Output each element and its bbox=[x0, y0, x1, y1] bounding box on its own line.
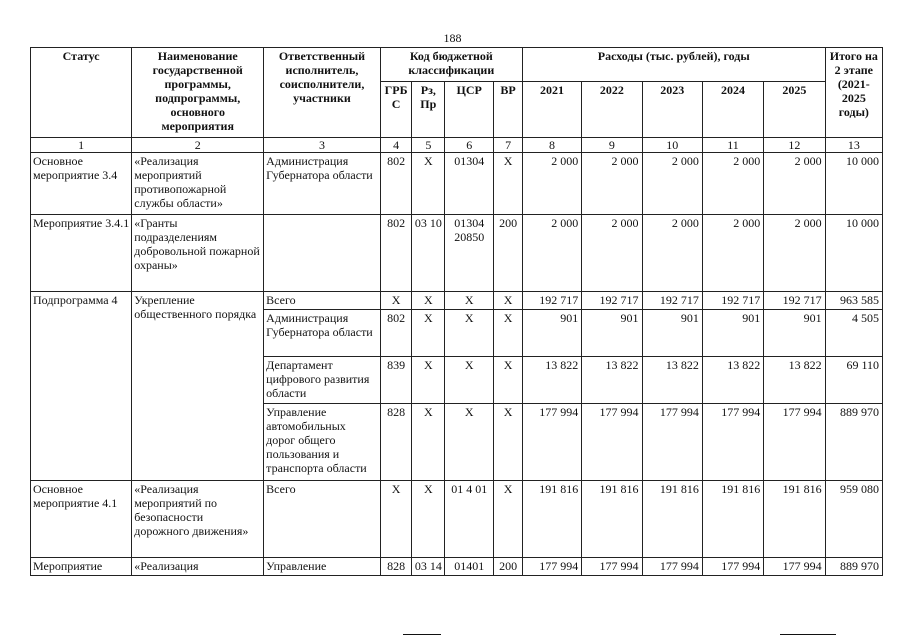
cell-executor: Управление автомобильных дорог общего пользования и транспорта области bbox=[264, 404, 381, 481]
cell-2023: 191 816 bbox=[642, 481, 702, 558]
cell-2024: 191 816 bbox=[702, 481, 763, 558]
cell-2022: 2 000 bbox=[582, 153, 642, 215]
cell-2025: 177 994 bbox=[764, 558, 825, 576]
cell-total: 4 505 bbox=[825, 310, 882, 357]
cell-2023: 901 bbox=[642, 310, 702, 357]
column-number: 10 bbox=[642, 138, 702, 153]
column-number: 6 bbox=[445, 138, 494, 153]
cell-rzpr: Х bbox=[412, 404, 445, 481]
cell-grbs: 802 bbox=[380, 310, 412, 357]
cell-2023: 192 717 bbox=[642, 292, 702, 310]
cell-total: 10 000 bbox=[825, 215, 882, 292]
cell-2024: 901 bbox=[702, 310, 763, 357]
cell-rzpr: 03 10 bbox=[412, 215, 445, 292]
cell-2022: 901 bbox=[582, 310, 642, 357]
table-row bbox=[31, 153, 883, 215]
budget-table bbox=[30, 47, 883, 576]
cell-total: 10 000 bbox=[825, 153, 882, 215]
cell-executor bbox=[264, 215, 381, 292]
cell-vr: Х bbox=[494, 310, 523, 357]
cell-vr: 200 bbox=[494, 215, 523, 292]
cell-name: Укрепление общественного порядка bbox=[132, 292, 264, 481]
cell-vr: Х bbox=[494, 404, 523, 481]
cell-2021: 192 717 bbox=[522, 292, 581, 310]
cell-2025: 192 717 bbox=[764, 292, 825, 310]
cell-vr: Х bbox=[494, 153, 523, 215]
cell-2022: 13 822 bbox=[582, 357, 642, 404]
cell-name: «Реализация мероприятий противопожарной службы области» bbox=[132, 153, 264, 215]
cell-total: 889 970 bbox=[825, 404, 882, 481]
column-number: 9 bbox=[582, 138, 642, 153]
header-year-2024: 2024 bbox=[702, 82, 763, 138]
cell-2022: 191 816 bbox=[582, 481, 642, 558]
cell-2021: 177 994 bbox=[522, 404, 581, 481]
cell-grbs: Х bbox=[380, 481, 412, 558]
cell-2021: 177 994 bbox=[522, 558, 581, 576]
cell-vr: 200 bbox=[494, 558, 523, 576]
cell-2024: 177 994 bbox=[702, 404, 763, 481]
table-row bbox=[31, 215, 883, 292]
cell-rzpr: Х bbox=[412, 292, 445, 310]
cell-grbs: Х bbox=[380, 292, 412, 310]
cell-executor: Управление bbox=[264, 558, 381, 576]
cell-2022: 177 994 bbox=[582, 558, 642, 576]
cell-total: 963 585 bbox=[825, 292, 882, 310]
cell-csr: 01304 bbox=[445, 153, 494, 215]
cell-rzpr: Х bbox=[412, 153, 445, 215]
column-number: 1 bbox=[31, 138, 132, 153]
cell-csr: Х bbox=[445, 292, 494, 310]
header-executor: Ответственный исполнитель, соисполнители, участники bbox=[264, 48, 381, 138]
cell-vr: Х bbox=[494, 481, 523, 558]
header-year-2022: 2022 bbox=[582, 82, 642, 138]
cell-2023: 2 000 bbox=[642, 153, 702, 215]
cell-2022: 177 994 bbox=[582, 404, 642, 481]
header-grbs: ГРБ С bbox=[380, 82, 412, 138]
cell-executor: Администрация Губернатора области bbox=[264, 310, 381, 357]
cell-2021: 2 000 bbox=[522, 215, 581, 292]
column-number: 3 bbox=[264, 138, 381, 153]
cell-executor: Всего bbox=[264, 481, 381, 558]
cell-2021: 191 816 bbox=[522, 481, 581, 558]
cell-csr: 01401 bbox=[445, 558, 494, 576]
cell-csr: 01 4 01 bbox=[445, 481, 494, 558]
table-row bbox=[31, 558, 883, 576]
table-row bbox=[31, 481, 883, 558]
cell-grbs: 802 bbox=[380, 153, 412, 215]
cell-name: «Реализация bbox=[132, 558, 264, 576]
cell-rzpr: Х bbox=[412, 357, 445, 404]
column-number: 7 bbox=[494, 138, 523, 153]
cell-2025: 2 000 bbox=[764, 153, 825, 215]
cell-status: Основное мероприятие 4.1 bbox=[31, 481, 132, 558]
column-numbers-row bbox=[31, 138, 883, 153]
cell-csr: 01304 20850 bbox=[445, 215, 494, 292]
cell-2024: 2 000 bbox=[702, 153, 763, 215]
cell-2022: 192 717 bbox=[582, 292, 642, 310]
header-year-2021: 2021 bbox=[522, 82, 581, 138]
cell-2025: 13 822 bbox=[764, 357, 825, 404]
cell-name: «Реализация мероприятий по безопасности дорожного движения» bbox=[132, 481, 264, 558]
column-number: 13 bbox=[825, 138, 882, 153]
cell-2024: 2 000 bbox=[702, 215, 763, 292]
header-status: Статус bbox=[31, 48, 132, 138]
scan-line bbox=[780, 634, 836, 635]
cell-rzpr: Х bbox=[412, 310, 445, 357]
cell-grbs: 828 bbox=[380, 558, 412, 576]
cell-grbs: 839 bbox=[380, 357, 412, 404]
header-total: Итого на 2 этапе (2021-2025 годы) bbox=[825, 48, 882, 138]
column-number: 4 bbox=[380, 138, 412, 153]
table-row bbox=[31, 292, 883, 310]
scan-line bbox=[403, 634, 441, 635]
column-number: 8 bbox=[522, 138, 581, 153]
cell-name: «Гранты подразделениям добровольной пожарной охраны» bbox=[132, 215, 264, 292]
header-budget-code: Код бюджетной классификации bbox=[380, 48, 522, 82]
cell-status: Подпрограмма 4 bbox=[31, 292, 132, 481]
column-number: 12 bbox=[764, 138, 825, 153]
cell-2023: 177 994 bbox=[642, 404, 702, 481]
cell-2025: 191 816 bbox=[764, 481, 825, 558]
cell-status: Мероприятие bbox=[31, 558, 132, 576]
cell-status: Основное мероприятие 3.4 bbox=[31, 153, 132, 215]
cell-2023: 13 822 bbox=[642, 357, 702, 404]
cell-total: 889 970 bbox=[825, 558, 882, 576]
cell-2023: 2 000 bbox=[642, 215, 702, 292]
cell-2023: 177 994 bbox=[642, 558, 702, 576]
cell-grbs: 802 bbox=[380, 215, 412, 292]
header-name: Наименование государственной программы, подпрограммы, основного мероприятия bbox=[132, 48, 264, 138]
header-csr: ЦСР bbox=[445, 82, 494, 138]
header-vr: ВР bbox=[494, 82, 523, 138]
cell-vr: Х bbox=[494, 357, 523, 404]
cell-executor: Всего bbox=[264, 292, 381, 310]
cell-csr: Х bbox=[445, 404, 494, 481]
header-rzpr: Рз, Пр bbox=[412, 82, 445, 138]
header-year-2025: 2025 bbox=[764, 82, 825, 138]
column-number: 11 bbox=[702, 138, 763, 153]
cell-total: 959 080 bbox=[825, 481, 882, 558]
cell-2025: 177 994 bbox=[764, 404, 825, 481]
cell-executor: Администрация Губернатора области bbox=[264, 153, 381, 215]
cell-2021: 2 000 bbox=[522, 153, 581, 215]
cell-rzpr: 03 14 bbox=[412, 558, 445, 576]
cell-2025: 2 000 bbox=[764, 215, 825, 292]
cell-rzpr: Х bbox=[412, 481, 445, 558]
cell-2021: 13 822 bbox=[522, 357, 581, 404]
header-year-2023: 2023 bbox=[642, 82, 702, 138]
column-number: 2 bbox=[132, 138, 264, 153]
cell-2024: 13 822 bbox=[702, 357, 763, 404]
page-number: 188 bbox=[443, 31, 462, 45]
cell-vr: Х bbox=[494, 292, 523, 310]
cell-2022: 2 000 bbox=[582, 215, 642, 292]
cell-csr: Х bbox=[445, 310, 494, 357]
header-expenses: Расходы (тыс. рублей), годы bbox=[522, 48, 825, 82]
cell-csr: Х bbox=[445, 357, 494, 404]
cell-2021: 901 bbox=[522, 310, 581, 357]
cell-2024: 177 994 bbox=[702, 558, 763, 576]
cell-2024: 192 717 bbox=[702, 292, 763, 310]
cell-grbs: 828 bbox=[380, 404, 412, 481]
column-number: 5 bbox=[412, 138, 445, 153]
cell-2025: 901 bbox=[764, 310, 825, 357]
cell-total: 69 110 bbox=[825, 357, 882, 404]
cell-executor: Департамент цифрового развития области bbox=[264, 357, 381, 404]
cell-status: Мероприятие 3.4.1 bbox=[31, 215, 132, 292]
